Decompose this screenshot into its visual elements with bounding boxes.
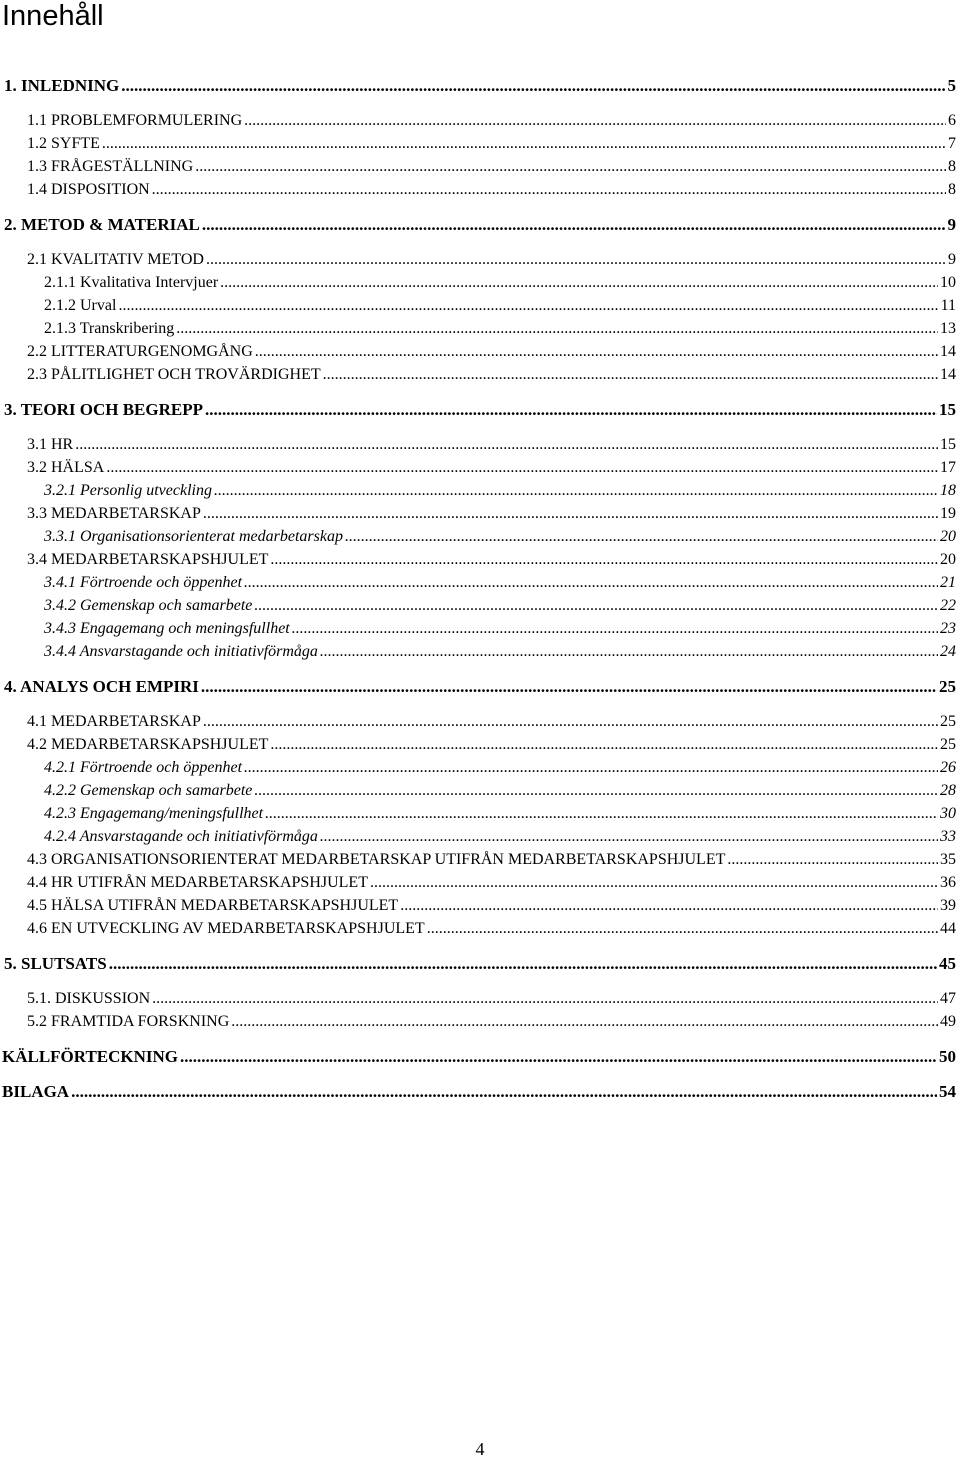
- toc-entry-text: 5.1. DISKUSSION: [27, 990, 151, 1007]
- toc-page-number: 25: [940, 713, 956, 730]
- toc-entry-text: 3.2 HÄLSA: [27, 459, 105, 476]
- toc-entry-text: 4.2.4 Ansvarstagande och initiativförmåga: [44, 828, 318, 845]
- toc-page-number: 22: [940, 597, 956, 614]
- toc-page-number: 28: [940, 782, 956, 799]
- toc-page-number: 24: [940, 643, 956, 660]
- toc-entry[interactable]: [44, 617, 956, 641]
- dot-leader: [254, 594, 938, 618]
- dot-leader: [727, 848, 938, 872]
- toc-entry[interactable]: [2, 1080, 956, 1104]
- toc-entry[interactable]: [44, 825, 956, 849]
- dot-leader: [292, 617, 938, 641]
- dot-leader: [323, 363, 938, 387]
- toc-entry[interactable]: [44, 271, 956, 295]
- dot-leader: [270, 548, 938, 572]
- toc-entry[interactable]: [27, 502, 956, 526]
- toc-entry[interactable]: [27, 433, 956, 457]
- toc-page-number: 54: [939, 1082, 956, 1101]
- toc-entry-text: 1.1 PROBLEMFORMULERING: [27, 112, 243, 129]
- dot-leader: [370, 871, 938, 895]
- toc-entry-text: 3.3 MEDARBETARSKAP: [27, 505, 201, 522]
- toc-entry[interactable]: [27, 871, 956, 895]
- toc-entry-text: 3.4.3 Engagemang och meningsfullhet: [44, 620, 290, 637]
- dot-leader: [106, 456, 938, 480]
- toc-entry-text: 3.2.1 Personlig utveckling: [44, 482, 212, 499]
- toc-entry-text: 3.4.4 Ansvarstagande och initiativförmåga: [44, 643, 318, 660]
- dot-leader: [152, 178, 946, 202]
- toc-entry-text: 4.2.3 Engagemang/meningsfullhet: [44, 805, 264, 822]
- toc-entry[interactable]: [4, 398, 956, 422]
- toc-entry[interactable]: [27, 340, 956, 364]
- toc-page-number: 30: [940, 805, 956, 822]
- toc-entry-text: 3. TEORI OCH BEGREPP: [4, 400, 203, 419]
- toc-page-number: 15: [940, 436, 956, 453]
- toc-page-number: 9: [948, 251, 956, 268]
- toc-entry-text: 1.4 DISPOSITION: [27, 181, 150, 198]
- toc-entry-text: 3.4 MEDARBETARSKAPSHJULET: [27, 551, 269, 568]
- dot-leader: [345, 525, 938, 549]
- toc-page-number: 25: [939, 677, 956, 696]
- dot-leader: [102, 132, 946, 156]
- toc-entry-text: 4.2 MEDARBETARSKAPSHJULET: [27, 736, 269, 753]
- dot-leader: [202, 213, 946, 237]
- toc-entry[interactable]: [44, 756, 956, 780]
- dot-leader: [118, 294, 938, 318]
- toc-page-number: 45: [939, 954, 956, 973]
- dot-leader: [400, 894, 938, 918]
- toc-page-number: 25: [940, 736, 956, 753]
- toc-page-number: 8: [948, 181, 956, 198]
- dot-leader: [203, 710, 938, 734]
- toc-entry-text: 4.5 HÄLSA UTIFRÅN MEDARBETARSKAPSHJULET: [27, 897, 399, 914]
- toc-entry[interactable]: [27, 363, 956, 387]
- toc-entry-text: 3.4.2 Gemenskap och samarbete: [44, 597, 253, 614]
- toc-entry[interactable]: [44, 640, 956, 664]
- toc-page-number: 8: [948, 158, 956, 175]
- toc-page-number: 10: [940, 274, 956, 291]
- toc-entry-text: 4.2.1 Förtroende och öppenhet: [44, 759, 243, 776]
- toc-entry[interactable]: [27, 1010, 956, 1034]
- toc-entry[interactable]: [27, 248, 956, 272]
- toc-entry-text: 4.1 MEDARBETARSKAP: [27, 713, 201, 730]
- toc-entry[interactable]: [44, 802, 956, 826]
- toc-entry[interactable]: [2, 1045, 956, 1069]
- dot-leader: [121, 74, 945, 98]
- toc-entry[interactable]: [27, 848, 956, 872]
- toc-entry-text: KÄLLFÖRTECKNING: [2, 1047, 179, 1066]
- toc-page-number: 36: [940, 874, 956, 891]
- toc-page-number: 50: [939, 1047, 956, 1066]
- dot-leader: [206, 248, 946, 272]
- toc-page-number: 7: [948, 135, 956, 152]
- dot-leader: [180, 1045, 937, 1069]
- toc-entry[interactable]: [27, 155, 956, 179]
- toc-page-number: 44: [940, 920, 956, 937]
- dot-leader: [254, 779, 938, 803]
- toc-entry[interactable]: [4, 675, 956, 699]
- dot-leader: [320, 825, 938, 849]
- toc-page-number: 20: [940, 528, 956, 545]
- toc-entry-text: 2.2 LITTERATURGENOMGÅNG: [27, 343, 253, 360]
- dot-leader: [244, 756, 938, 780]
- dot-leader: [201, 675, 937, 699]
- page-title: Innehåll: [2, 0, 104, 32]
- toc-page-number: 35: [940, 851, 956, 868]
- dot-leader: [195, 155, 946, 179]
- toc-entry-text: 4.2.2 Gemenskap och samarbete: [44, 782, 253, 799]
- dot-leader: [231, 1010, 938, 1034]
- toc-entry[interactable]: [44, 571, 956, 595]
- toc-entry[interactable]: [27, 733, 956, 757]
- toc-page-number: 23: [940, 620, 956, 637]
- dot-leader: [176, 317, 938, 341]
- toc-page-number: 17: [940, 459, 956, 476]
- toc-entry-text: 4.4 HR UTIFRÅN MEDARBETARSKAPSHJULET: [27, 874, 368, 891]
- dot-leader: [214, 479, 938, 503]
- toc-entry[interactable]: [4, 213, 956, 237]
- toc-page-number: 33: [940, 828, 956, 845]
- toc-entry[interactable]: [4, 74, 956, 98]
- toc-entry-text: 4.3 ORGANISATIONSORIENTERAT MEDARBETARSKAP UTIFRÅN MEDARBETARSKAPSHJULET: [27, 851, 726, 868]
- dot-leader: [427, 917, 938, 941]
- toc-entry-text: 3.1 HR: [27, 436, 74, 453]
- page-number: 4: [475, 1439, 485, 1459]
- toc-page-number: 26: [940, 759, 956, 776]
- toc-entry[interactable]: [4, 952, 956, 976]
- dot-leader: [244, 571, 938, 595]
- toc-page-number: 19: [940, 505, 956, 522]
- toc-page-number: 49: [940, 1013, 956, 1030]
- toc-page-number: 39: [940, 897, 956, 914]
- toc-entry[interactable]: [44, 479, 956, 503]
- dot-leader: [255, 340, 938, 364]
- toc-entry[interactable]: [27, 548, 956, 572]
- toc-entry-text: 5. SLUTSATS: [4, 954, 107, 973]
- toc-entry[interactable]: [27, 178, 956, 202]
- toc-page-number: 9: [947, 215, 956, 234]
- toc-entry-text: 5.2 FRAMTIDA FORSKNING: [27, 1013, 230, 1030]
- toc-entry[interactable]: [44, 594, 956, 618]
- toc-entry-text: BILAGA: [2, 1082, 70, 1101]
- toc-entry[interactable]: [27, 456, 956, 480]
- toc-entry[interactable]: [44, 294, 956, 318]
- toc-page-number: 18: [940, 482, 956, 499]
- dot-leader: [109, 952, 937, 976]
- toc-entry[interactable]: [27, 987, 956, 1011]
- toc-entry-text: 2.3 PÅLITLIGHET OCH TROVÄRDIGHET: [27, 366, 321, 383]
- toc-page-number: 11: [940, 297, 956, 314]
- toc-entry[interactable]: [27, 917, 956, 941]
- toc-entry-text: 1. INLEDNING: [4, 76, 120, 95]
- toc-entry-text: 4. ANALYS OCH EMPIRI: [4, 677, 199, 696]
- toc-entry-text: 3.4.1 Förtroende och öppenhet: [44, 574, 243, 591]
- toc-page-number: 6: [948, 112, 956, 129]
- dot-leader: [75, 433, 938, 457]
- toc-page-number: 47: [940, 990, 956, 1007]
- toc-entry-text: 3.3.1 Organisationsorienterat medarbetarskap: [44, 528, 343, 545]
- dot-leader: [152, 987, 938, 1011]
- toc-entry[interactable]: [27, 710, 956, 734]
- toc-entry[interactable]: [44, 525, 956, 549]
- toc-entry[interactable]: [44, 317, 956, 341]
- toc-page-number: 15: [939, 400, 956, 419]
- dot-leader: [71, 1080, 937, 1104]
- toc-entry-text: 2.1.1 Kvalitativa Intervjuer: [44, 274, 219, 291]
- toc-entry[interactable]: [27, 109, 956, 133]
- toc-page-number: 13: [940, 320, 956, 337]
- dot-leader: [220, 271, 938, 295]
- dot-leader: [265, 802, 938, 826]
- toc-entry-text: 4.6 EN UTVECKLING AV MEDARBETARSKAPSHJULET: [27, 920, 425, 937]
- toc-entry[interactable]: [27, 894, 956, 918]
- dot-leader: [205, 398, 937, 422]
- toc-entry-text: 2.1.2 Urval: [44, 297, 117, 314]
- toc-page-number: 14: [940, 366, 956, 383]
- dot-leader: [270, 733, 938, 757]
- toc-page-number: 21: [940, 574, 956, 591]
- toc-entry-text: 1.2 SYFTE: [27, 135, 100, 152]
- toc-entry-text: 2.1 KVALITATIV METOD: [27, 251, 204, 268]
- toc-page-number: 20: [940, 551, 956, 568]
- toc-page-number: 14: [940, 343, 956, 360]
- dot-leader: [244, 109, 946, 133]
- dot-leader: [320, 640, 938, 664]
- toc-entry[interactable]: [27, 132, 956, 156]
- toc-entry-text: 2. METOD & MATERIAL: [4, 215, 200, 234]
- toc-entry-text: 2.1.3 Transkribering: [44, 320, 175, 337]
- toc-entry-text: 1.3 FRÅGESTÄLLNING: [27, 158, 194, 175]
- toc-entry[interactable]: [44, 779, 956, 803]
- dot-leader: [203, 502, 938, 526]
- toc-page-number: 5: [947, 76, 956, 95]
